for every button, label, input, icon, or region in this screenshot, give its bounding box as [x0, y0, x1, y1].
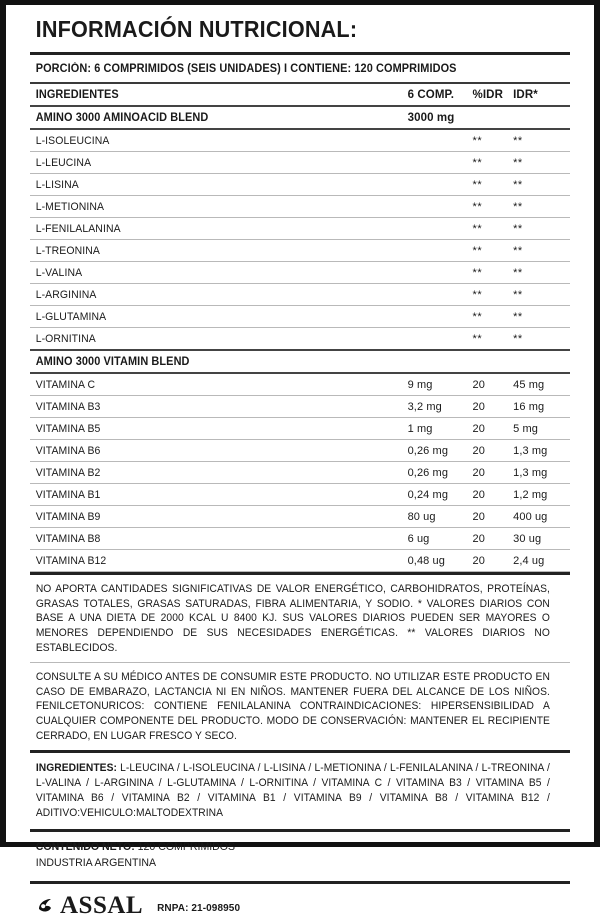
table-row — [30, 528, 570, 549]
row-idr: 5 mg — [513, 423, 538, 436]
row-pct-idr: 20 — [472, 511, 485, 524]
origin-text: INDUSTRIA ARGENTINA — [35, 857, 157, 870]
row-amount: 3000 mg — [407, 112, 455, 125]
row-idr: 1,2 mg — [513, 489, 548, 502]
row-amount: 9 mg — [407, 379, 433, 392]
assal-logo — [36, 893, 143, 918]
table-row — [30, 262, 570, 283]
row-idr: ** — [513, 333, 523, 346]
row-amount — [408, 180, 473, 189]
row-name: VITAMINA B5 — [35, 423, 101, 436]
row-amount: 0,24 mg — [407, 489, 449, 502]
row-amount: 6 ug — [407, 533, 430, 546]
row-pct-idr: ** — [472, 333, 483, 346]
ingredients-block — [30, 753, 554, 829]
nutrition-table — [30, 84, 570, 107]
row-name: AMINO 3000 VITAMIN BLEND — [35, 356, 190, 369]
row-amount: 0,26 mg — [407, 445, 449, 458]
table-row — [30, 240, 570, 261]
table-row — [30, 462, 570, 483]
row-amount — [408, 246, 473, 255]
row-pct-idr: 20 — [472, 555, 485, 568]
row-pct-idr: ** — [472, 289, 483, 302]
row-idr — [513, 113, 570, 122]
row-pct-idr: 20 — [472, 467, 485, 480]
table-row — [30, 440, 570, 461]
ingredients-list: L-LEUCINA / L-ISOLEUCINA / L-LISINA / L-METIONINA / L-FENILALANINA / L-TREONINA / L-VALINA / L-ARGININA / L-GLUTAMINA / L-ORNITINA / VITAMINA C / VITAMINA B3 / VITAMINA B5 / VITAMINA B6 / VITAMINA B2 / VITAMINA B1 / VITAMINA B9 / VITAMINA B8 / VITAMINA B12 / ADITIVO:VEHICULO:MALTODEXTRINA — [35, 762, 550, 820]
row-name: L-ORNITINA — [35, 333, 96, 346]
blend-header-row — [30, 107, 570, 128]
row-pct-idr: 20 — [472, 445, 485, 458]
row-amount: 3,2 mg — [407, 401, 442, 414]
table-row — [30, 218, 570, 239]
row-idr: 1,3 mg — [513, 467, 548, 480]
rnpa-number: RNPA: 21-098950 — [157, 903, 241, 915]
row-amount — [408, 334, 473, 343]
row-pct-idr: ** — [472, 223, 483, 236]
row-amount — [408, 136, 473, 145]
row-pct-idr — [473, 357, 514, 366]
row-amount — [408, 224, 473, 233]
row-idr: ** — [513, 179, 523, 192]
table-row — [30, 396, 570, 417]
row-idr: 2,4 ug — [513, 555, 545, 568]
nutrition-table-body — [30, 84, 570, 107]
row-amount: 0,26 mg — [407, 467, 449, 480]
row-pct-idr: 20 — [472, 401, 485, 414]
row-idr: 30 ug — [513, 533, 542, 546]
row-pct-idr — [473, 113, 514, 122]
row-amount: 1 mg — [407, 423, 433, 436]
table-row — [30, 328, 570, 349]
blend-header-row — [30, 351, 570, 372]
header-amount: 6 COMP. — [407, 89, 455, 102]
row-pct-idr: ** — [472, 201, 483, 214]
assal-swoosh-icon — [36, 896, 58, 916]
row-amount — [408, 202, 473, 211]
row-idr: 45 mg — [513, 379, 545, 392]
row-idr: ** — [513, 289, 523, 302]
header-ingredients: INGREDIENTES — [35, 89, 119, 102]
row-idr: ** — [513, 311, 523, 324]
table-row — [30, 152, 570, 173]
row-idr: ** — [513, 267, 523, 280]
table-row — [30, 196, 570, 217]
row-name: L-ISOLEUCINA — [35, 135, 110, 148]
footer — [30, 884, 570, 918]
row-name: L-LISINA — [35, 179, 79, 192]
table-row — [30, 506, 570, 527]
row-idr: ** — [513, 201, 523, 214]
row-name: L-METIONINA — [35, 201, 105, 214]
row-amount — [408, 312, 473, 321]
row-name: L-ARGININA — [35, 289, 97, 302]
table-row — [30, 306, 570, 327]
row-amount — [408, 268, 473, 277]
row-name: L-TREONINA — [35, 245, 100, 258]
row-idr — [513, 357, 570, 366]
row-name: VITAMINA B2 — [35, 467, 101, 480]
row-pct-idr: 20 — [472, 423, 485, 436]
row-amount: 0,48 ug — [407, 555, 445, 568]
table-row — [30, 484, 570, 505]
net-content-value: 120 COMPRIMIDOS — [137, 841, 236, 854]
row-amount — [408, 158, 473, 167]
row-idr: 400 ug — [513, 511, 548, 524]
header-idr: IDR* — [513, 89, 538, 102]
row-name: L-GLUTAMINA — [35, 311, 107, 324]
row-idr: ** — [513, 245, 523, 258]
table-row — [30, 174, 570, 195]
nutrition-rows-table — [30, 107, 570, 572]
row-idr: ** — [513, 135, 523, 148]
row-pct-idr: ** — [472, 157, 483, 170]
row-amount — [408, 357, 473, 366]
row-name: VITAMINA C — [35, 379, 96, 392]
row-pct-idr: ** — [472, 245, 483, 258]
table-row — [30, 284, 570, 305]
footnote-text: NO APORTA CANTIDADES SIGNIFICATIVAS DE VALOR ENERGÉTICO, CARBOHIDRATOS, PROTEÍNAS, GRASAS TOTALES, GRASAS SATURADAS, FIBRA ALIMENTARIA, Y SODIO. * VALORES DIARIOS CON BASE A UNA DIETA DE 2000 KCAL U 8400 KJ. SUS VALORES DIARIOS PUEDEN SER MAYORES O MENORES DEPENDIENDO DE SUS NECESIDADES ENERGÉTICAS. ** VALORES DIARIOS NO ESTABLECIDOS. — [35, 583, 550, 654]
page-title: INFORMACIÓN NUTRICIONAL: — [35, 16, 358, 42]
row-pct-idr: ** — [472, 267, 483, 280]
row-idr: ** — [513, 157, 523, 170]
row-amount — [408, 290, 473, 299]
row-amount: 80 ug — [407, 511, 436, 524]
row-idr: 1,3 mg — [513, 445, 548, 458]
row-idr: ** — [513, 223, 523, 236]
table-header-row — [30, 84, 570, 105]
row-name: L-VALINA — [35, 267, 83, 280]
table-row — [30, 550, 570, 571]
portion-line: PORCIÓN: 6 COMPRIMIDOS (SEIS UNIDADES) I CONTIENE: 120 COMPRIMIDOS — [35, 63, 457, 76]
ingredients-label: INGREDIENTES: — [35, 762, 117, 775]
table-row — [30, 130, 570, 151]
row-pct-idr: ** — [472, 311, 483, 324]
row-name: VITAMINA B1 — [35, 489, 101, 502]
net-content-label: CONTENIDO NETO: — [35, 841, 135, 854]
table-row — [30, 418, 570, 439]
row-name: VITAMINA B8 — [35, 533, 101, 546]
row-pct-idr: 20 — [472, 379, 485, 392]
row-pct-idr: ** — [472, 179, 483, 192]
net-content-block — [30, 832, 548, 881]
assal-wordmark: ASSAL — [60, 892, 144, 919]
row-idr: 16 mg — [513, 401, 545, 414]
row-name: VITAMINA B6 — [35, 445, 101, 458]
warning-text: CONSULTE A SU MÉDICO ANTES DE CONSUMIR ESTE PRODUCTO. NO UTILIZAR ESTE PRODUCTO EN CASO DE EMBARAZO, LACTANCIA NI EN NIÑOS. MANTENER FUERA DEL ALCANCE DE LOS NIÑOS. FENILCETONURICOS: CONTIENE FENILALANINA CONTRAINDICACIONES: HIPERSENSIBILIDAD A CUALQUIER COMPONENTE DEL PRODUCTO. MODO DE CONSERVACIÓN: MANTENER EL RECIPIENTE CERRADO, EN LUGAR FRESCO Y SECO. — [35, 671, 550, 742]
row-name: L-LEUCINA — [35, 157, 92, 170]
row-name: VITAMINA B3 — [35, 401, 101, 414]
row-pct-idr: 20 — [472, 489, 485, 502]
row-pct-idr: ** — [472, 135, 483, 148]
table-row — [30, 374, 570, 395]
row-name: AMINO 3000 AMINOACID BLEND — [35, 112, 209, 125]
row-pct-idr: 20 — [472, 533, 485, 546]
row-name: VITAMINA B9 — [35, 511, 101, 524]
row-name: VITAMINA B12 — [35, 555, 107, 568]
row-name: L-FENILALANINA — [35, 223, 121, 236]
nutrition-rows-body — [30, 107, 570, 572]
header-pct-idr: %IDR — [472, 89, 503, 102]
